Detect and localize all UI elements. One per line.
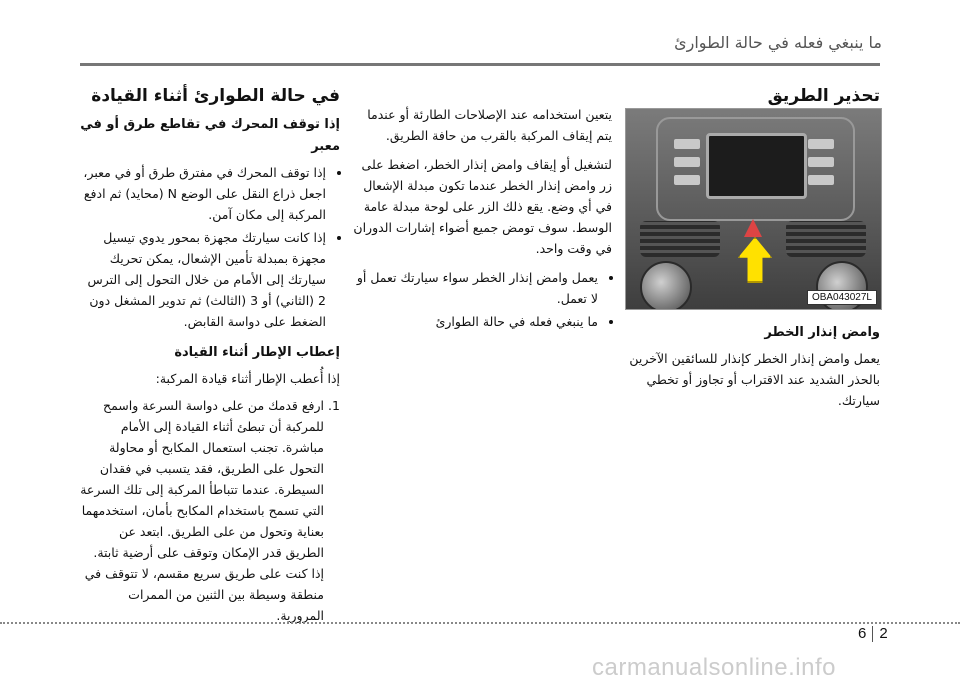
list-item: • يعمل وامض إنذار الخطر سواء سيارتك تعمل أو لا تعمل. xyxy=(352,267,598,309)
list-item: • ما ينبغي فعله في حالة الطوارئ xyxy=(352,311,598,332)
list-item: • إذا كانت سيارتك مجهزة بمحور يدوي تيسيل مجهزة بمبدلة تأمين الإشعال، يمكن تحريك سيارتك إلى الأمام من خلال التحول إلى الترس 2 (الثاني) أو 3 (الثالث) ثم تدوير المشغل دون الضغط على دواسة القابض. xyxy=(80,227,326,332)
hazard-flasher-paragraph: يعمل وامض إنذار الخطر كإنذار للسائقين الآخرين بالحذر الشديد عند الاقتراب أو تجاوز أو تخطي سيارتك. xyxy=(629,351,880,408)
radio-button xyxy=(808,175,834,185)
header-rule xyxy=(80,63,880,66)
header-title: ما ينبغي فعله في حالة الطوارئ xyxy=(674,33,882,52)
watermark: carmanualsonline.info xyxy=(592,654,836,681)
hazard-flasher-section xyxy=(625,322,880,411)
radio-display xyxy=(706,133,807,199)
hazard-flasher-subheading: وامض إنذار الخطر xyxy=(764,325,880,340)
road-warning-heading: تحذير الطريق xyxy=(767,86,880,106)
list-item: • إذا توقف المحرك في مفترق طرق أو في معبر، اجعل ذراع النقل على الوضع N (محايد) ثم ادفع المركبة إلى مكان آمن. xyxy=(80,162,326,225)
engine-stall-subheading: إذا توقف المحرك في تقاطع طرق أو في معبر xyxy=(80,117,340,154)
air-vent-left xyxy=(640,221,720,257)
flat-tire-subheading: إعطاب الإطار أثناء القيادة xyxy=(174,345,340,360)
middle-column xyxy=(352,104,612,334)
radio-button xyxy=(808,157,834,167)
flat-tire-intro: إذا أُعطب الإطار أثناء قيادة المركبة: xyxy=(155,371,340,386)
footer-rule xyxy=(0,622,960,624)
pointer-arrow-icon xyxy=(738,237,772,283)
hazard-switch-photo xyxy=(625,108,882,310)
radio-button xyxy=(674,139,700,149)
radio-button xyxy=(674,175,700,185)
radio-button xyxy=(808,139,834,149)
hazard-triangle-icon xyxy=(744,219,762,237)
middle-para-2: لتشغيل أو إيقاف وامض إنذار الخطر، اضغط على زر وامض إنذار الخطر عندما تكون مبدلة الإشعال في أي وضع. يقع ذلك الزر على لوحة مبدلة عامة الوسط. سوف تومض جميع أضواء إشارات الدوران في وقت واحد. xyxy=(353,157,612,256)
middle-bullet-list xyxy=(352,267,612,332)
page-separator xyxy=(872,626,873,642)
emergency-driving-heading: في حالة الطوارئ أثناء القيادة xyxy=(91,86,340,106)
image-code: OBA043027L xyxy=(807,290,877,305)
climate-knob-left xyxy=(640,261,692,310)
page-index: 2 xyxy=(879,625,888,642)
flat-tire-steps xyxy=(80,395,340,626)
air-vent-right xyxy=(786,221,866,257)
page-number xyxy=(858,625,888,642)
middle-para-1: يتعين استخدامه عند الإصلاحات الطارئة أو عندما يتم إيقاف المركبة بالقرب من حافة الطريق. xyxy=(367,107,612,143)
left-column xyxy=(80,84,340,628)
section-number: 6 xyxy=(858,625,867,642)
engine-stall-list xyxy=(80,162,340,332)
radio-button xyxy=(674,157,700,167)
list-item: 1. ارفع قدمك من على دواسة السرعة واسمح للمركبة أن تبطئ أثناء القيادة إلى الأمام مباشرة. تجنب استعمال المكابح أو محاولة التحول على الطريق، فقد يتسبب في فقدان السيطرة. عندما تتباطأ المركبة إلى تلك السرعة التي تسمح باستخدام المكابح بأمان، استخدمهما بعناية وتحول من على الطريق. ابتعد عن الطريق قدر الإمكان وتوقف على أرضية ثابتة. إذا كنت على طريق سريع مقسم، لا تتوقف في منطقة وسيطة بين الثنين من الممرات المرورية. xyxy=(80,395,324,626)
